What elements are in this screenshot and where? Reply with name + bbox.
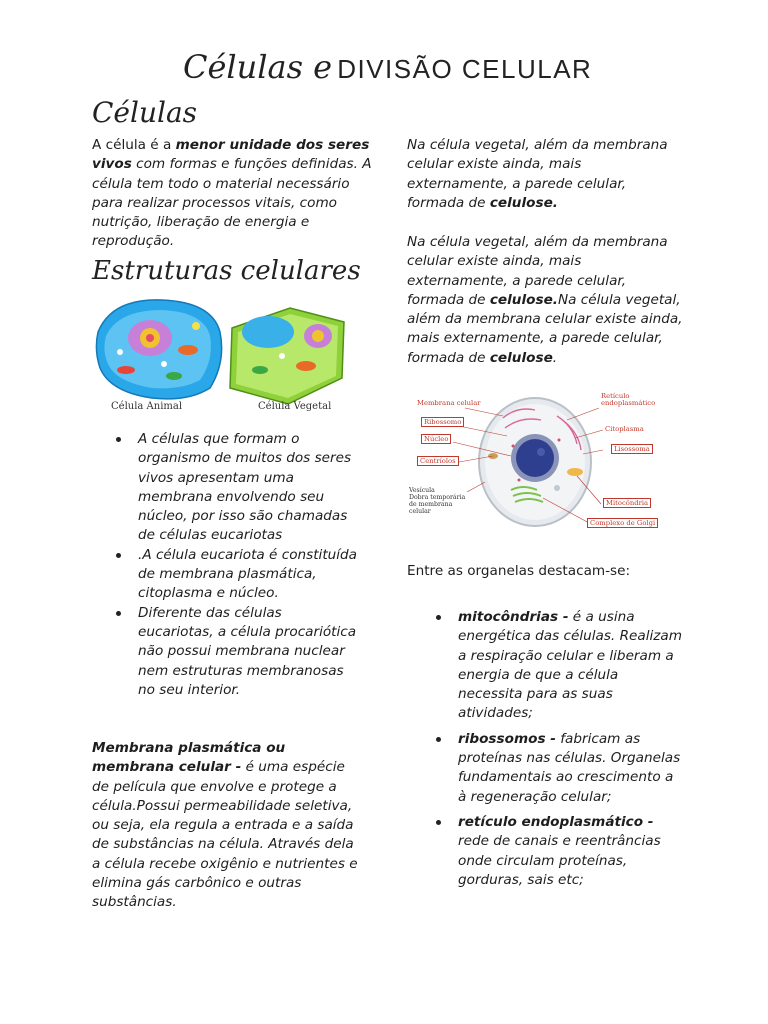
organela-term: mitocôndrias - xyxy=(458,609,569,625)
membrana-term: Membrana plasmática ou membrana celular - xyxy=(92,740,286,776)
list-item xyxy=(138,546,360,604)
bullet-text: .A célula eucariota é constituída de membrana plasmática, citoplasma e núcleo. xyxy=(138,546,358,602)
diagram-label-membrana: Membrana celular xyxy=(417,399,481,407)
para-run: A célula é a xyxy=(92,137,176,153)
bullet-dot xyxy=(116,611,121,616)
list-item xyxy=(138,604,360,700)
para-run: Na célula vegetal, além da membrana celular existe ainda, mais externamente, a parede celular, formada de xyxy=(407,234,668,308)
membrana-paragraph xyxy=(92,739,362,913)
diagram-label-vesicula xyxy=(409,487,473,515)
animal-cell-image xyxy=(96,300,221,399)
organela-desc: é a usina energética das células. Realizam a respiração celular e liberam a energia de que a célula necessita para as suas atividades; xyxy=(458,609,682,722)
plant-cell-image xyxy=(230,308,344,404)
organela-desc: rede de canais e reentrâncias onde circulam proteínas, gorduras, sais etc; xyxy=(458,833,661,888)
bullet-dot xyxy=(436,615,441,620)
vesicula-title: Vesícula xyxy=(409,487,435,494)
para-run-bold: celulose. xyxy=(489,291,558,308)
diagram-label-golgi: Complexo de Golgi xyxy=(587,518,658,528)
bullet-text: Diferente das células eucariotas, a célula procariótica não possui membrana nuclear nem estruturas membranosas no seu interior. xyxy=(138,604,357,698)
para-run: . xyxy=(552,349,558,366)
para-run: com formas e funções definidas. A célula tem todo o material necessário para realizar processos vitais, como nutrição, liberação de energia e reprodução. xyxy=(92,156,372,250)
title-caps: DIVISÃO CELULAR xyxy=(337,54,593,84)
diagram-label-lisossoma: Lisossoma xyxy=(611,444,653,454)
vesicula-desc: Dobra temporária de membrana celular xyxy=(409,494,466,515)
estruturas-bullet-list xyxy=(138,430,360,700)
label-celula-vegetal: Célula Vegetal xyxy=(258,401,332,412)
diagram-label-citoplasma: Citoplasma xyxy=(605,425,644,433)
bullet-dot xyxy=(436,737,441,742)
organela-term: ribossomos - xyxy=(458,730,556,747)
para-run-bold: menor unidade dos seres vivos xyxy=(92,137,370,173)
diagram-label-ribossomo: Ribossomo xyxy=(421,417,464,427)
title-script: Células e xyxy=(183,48,333,86)
label-celula-animal: Célula Animal xyxy=(111,401,183,412)
membrana-text: é uma espécie de película que envolve e protege a célula.Possui permeabilidade seletiva, ou seja, ela regula a entrada e a saída de substâncias na célula. Através dela a célula recebe oxigênio e nutrientes e elimina gás carbônico e outras substâncias. xyxy=(92,759,358,911)
list-item xyxy=(458,730,684,807)
organelas-bullet-list xyxy=(458,608,684,890)
para-run: Na célula vegetal, além da membrana celular existe ainda, mais externamente, a parede celular, formada de xyxy=(407,291,683,366)
heading-estruturas: Estruturas celulares xyxy=(92,256,361,286)
para-run: Na célula vegetal, além da membrana celular existe ainda, mais externamente, a parede celular, formada de xyxy=(407,137,668,211)
list-item xyxy=(458,608,684,724)
organela-term: retículo endoplasmático - xyxy=(458,813,654,830)
organela-desc: fabricam as proteínas nas células. Organelas fundamentais ao crescimento a à regeneração celular; xyxy=(458,730,681,805)
page-title xyxy=(183,48,592,86)
vegetal-paragraph-1 xyxy=(407,136,683,213)
list-item xyxy=(138,430,360,546)
diagram-label-reticulo: Retículo endoplasmático xyxy=(601,392,656,407)
diagram-label-centriolos: Centríolos xyxy=(417,456,459,466)
bullet-dot xyxy=(116,553,121,558)
bullet-text: A células que formam o organismo de muitos dos seres vivos apresentam uma membrana envolvendo seu núcleo, por isso são chamadas de células eucariotas xyxy=(138,431,352,544)
bullet-dot xyxy=(116,437,121,442)
diagram-label-mitocondria: Mitocôndria xyxy=(603,498,651,508)
organelas-intro: Entre as organelas destacam-se: xyxy=(407,563,631,579)
celulas-paragraph xyxy=(92,136,374,252)
list-item xyxy=(458,813,684,890)
cell-diagram xyxy=(407,386,663,534)
diagram-label-nucleo: Núcleo xyxy=(421,434,451,444)
vegetal-paragraph-2 xyxy=(407,233,683,368)
heading-celulas: Células xyxy=(92,96,197,129)
para-run-bold: celulose xyxy=(489,349,553,366)
bullet-dot xyxy=(436,820,441,825)
para-run-bold: celulose xyxy=(489,194,553,211)
para-run: . xyxy=(552,194,558,211)
